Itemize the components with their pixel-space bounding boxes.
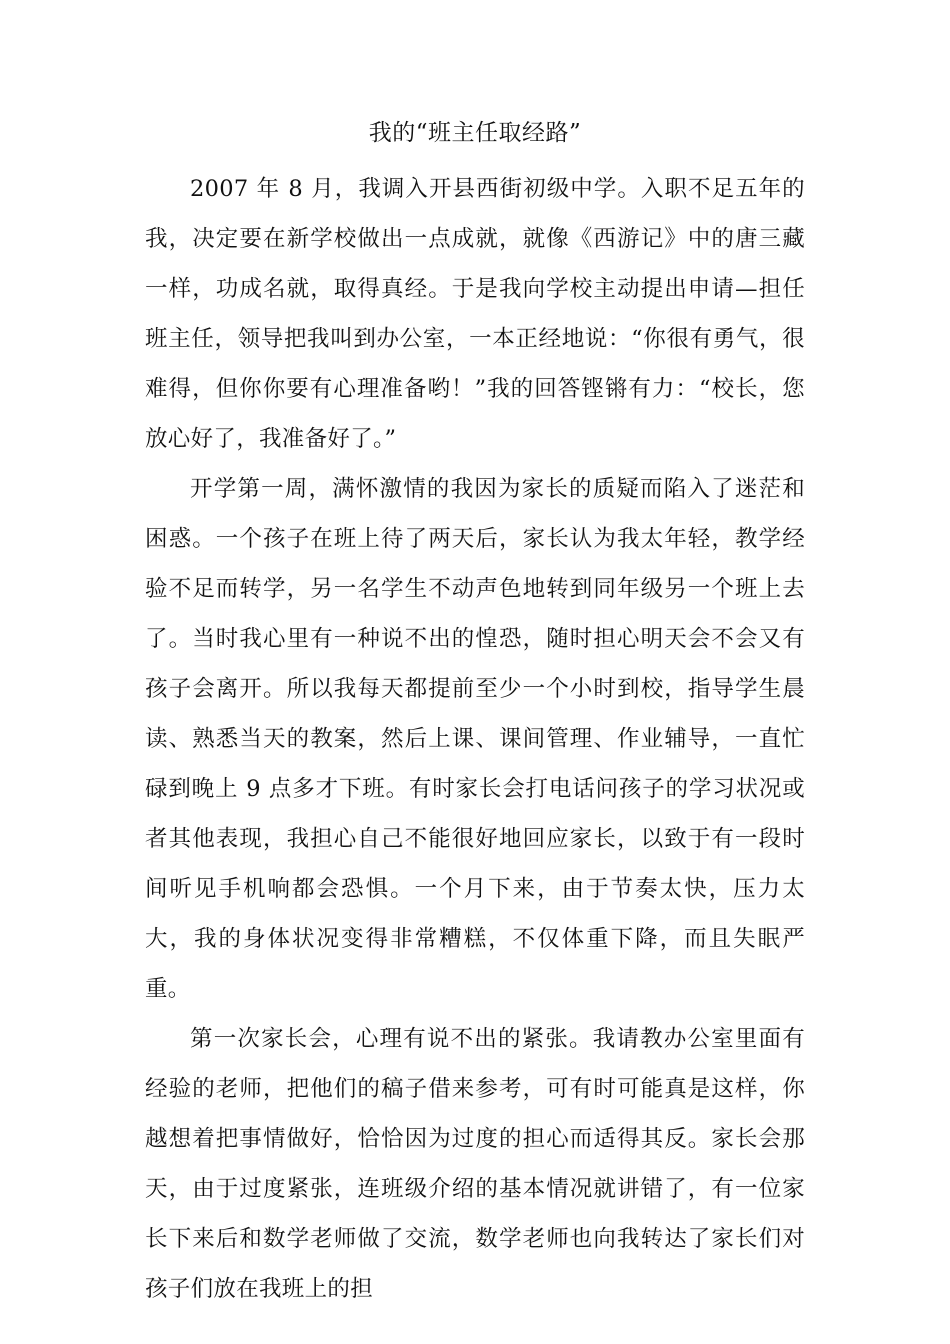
paragraph: 开学第一周，满怀激情的我因为家长的质疑而陷入了迷茫和困惑。一个孩子在班上待了两天后，家长认为我太年轻，教学经验不足而转学，另一名学生不动声色地转到同年级另一个班上去了。当时我心里有一种说不出的惶恐，随时担心明天会不会又有孩子会离开。所以我每天都提前至少一个小时到校，指导学生晨读、熟悉当天的教案，然后上课、课间管理、作业辅导，一直忙碌到晚上 9 点多才下班。有时家长会打电话问孩子的学习状况或者其他表现，我担心自己不能很好地回应家长，以致于有一段时间听见手机响都会恐惧。一个月下来，由于节奏太快，压力太大，我的身体状况变得非常糟糕，不仅体重下降，而且失眠严重。	[145, 476, 805, 1002]
paragraph: 第一次家长会，心理有说不出的紧张。我请教办公室里面有经验的老师，把他们的稿子借来参考，可有时可能真是这样，你越想着把事情做好，恰恰因为过度的担心而适得其反。家长会那天，由于过度紧张，连班级介绍的基本情况就讲错了，有一位家长下来后和数学老师做了交流，数学老师也向我转达了家长们对孩子们放在我班上的担	[145, 1026, 805, 1302]
document-title: 我的“班主任取经路”	[368, 120, 582, 146]
paragraph: 2007 年 8 月，我调入开县西街初级中学。入职不足五年的我，决定要在新学校做出一点成就，就像《西游记》中的唐三藏一样，功成名就，取得真经。于是我向学校主动提出申请—担任班主任，领导把我叫到办公室，一本正经地说：“你很有勇气，很难得，但你你要有心理准备哟！”我的回答铿锵有力：“校长，您放心好了，我准备好了。”	[145, 176, 805, 452]
document-body	[145, 164, 805, 1314]
